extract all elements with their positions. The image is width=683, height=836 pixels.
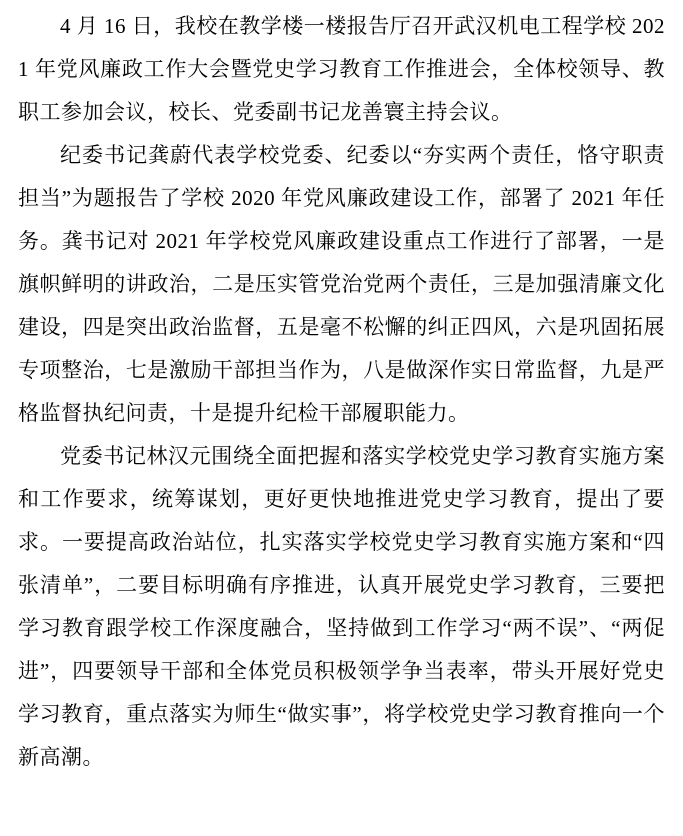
paragraph-party-secretary-requirements: 党委书记林汉元围绕全面把握和落实学校党史学习教育实施方案和工作要求，统筹谋划，更好更快地推进党史学习教育，提出了要求。一要提高政治站位，扎实落实学校党史学习教育实施方案和“四张清单”，二要目标明确有序推进，认真开展党史学习教育，三要把学习教育跟学校工作深度融合，坚持做到工作学习“两不误”、“两促进”，四要领导干部和全体党员积极领学争当表率，带头开展好党史学习教育，重点落实为师生“做实事”，将学校党史学习教育推向一个新高潮。 xyxy=(18,444,665,769)
paragraph-discipline-report: 纪委书记龚蔚代表学校党委、纪委以“夯实两个责任，恪守职责担当”为题报告了学校 2020 年党风廉政建设工作，部署了 2021 年任务。龚书记对 2021 年学校党风廉政建设重点工作进行了部署，一是旗帜鲜明的讲政治，二是压实管党治党两个责任，三是加强清廉文化建设，四是突出政治监督，五是毫不松懈的纠正四风，六是巩固拓展专项整治，七是激励干部担当作为，八是做深作实日常监督，九是严格监督执纪问责，十是提升纪检干部履职能力。 xyxy=(18,143,665,425)
paragraph-meeting-overview: 4 月 16 日，我校在教学楼一楼报告厅召开武汉机电工程学校 2021 年党风廉政工作大会暨党史学习教育工作推进会，全体校领导、教职工参加会议，校长、党委副书记龙善寰主持会议。 xyxy=(18,14,665,124)
